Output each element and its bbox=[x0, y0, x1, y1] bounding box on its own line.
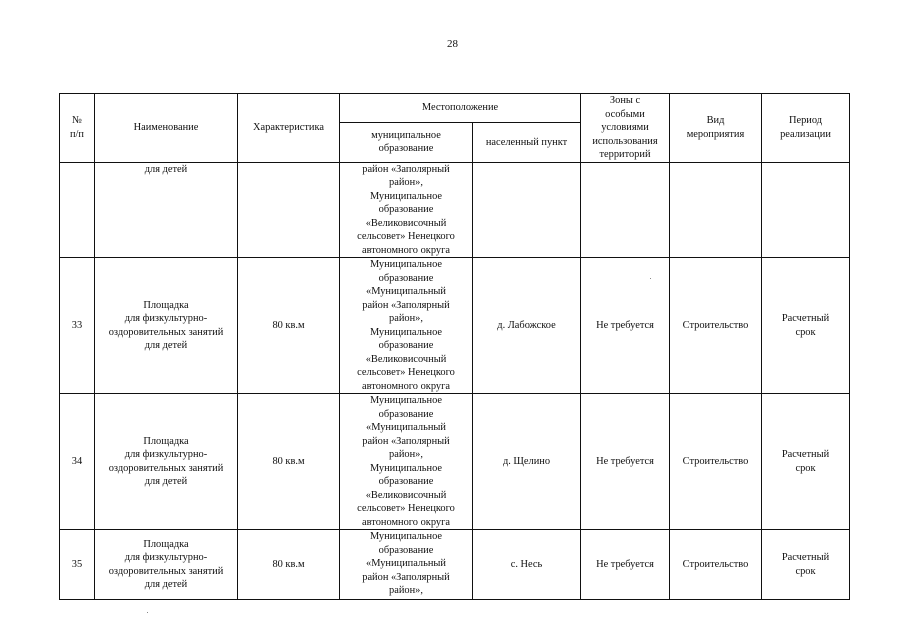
cell-characteristic: 80 кв.м bbox=[238, 258, 340, 394]
cell-activity: Строительство bbox=[670, 530, 762, 600]
cell-activity: Строительство bbox=[670, 394, 762, 530]
cell-name: Площадка для физкультурно- оздоровительных занятий для детей bbox=[95, 394, 238, 530]
cell-characteristic: 80 кв.м bbox=[238, 394, 340, 530]
cell-settlement bbox=[473, 162, 581, 258]
cell-municipality: Муниципальное образование «Муниципальный район «Заполярный район», bbox=[340, 530, 473, 600]
scan-speck bbox=[650, 278, 651, 279]
page-number: 28 bbox=[447, 38, 458, 50]
cell-zones bbox=[581, 162, 670, 258]
header-location: Местоположение bbox=[340, 94, 581, 123]
cell-num: 33 bbox=[60, 258, 95, 394]
header-activity: Вид мероприятия bbox=[670, 94, 762, 163]
table-row bbox=[60, 394, 850, 530]
header-characteristic: Характеристика bbox=[238, 94, 340, 163]
cell-num bbox=[60, 162, 95, 258]
cell-name: Площадка для физкультурно- оздоровительных занятий для детей bbox=[95, 530, 238, 600]
cell-settlement: д. Щелино bbox=[473, 394, 581, 530]
cell-name: Площадка для физкультурно- оздоровительных занятий для детей bbox=[95, 258, 238, 394]
header-row-1 bbox=[60, 94, 850, 123]
cell-municipality: Муниципальное образование «Муниципальный район «Заполярный район», Муниципальное образование «Великовисочный сельсовет» Ненецкого автономного округа bbox=[340, 394, 473, 530]
cell-name: для детей bbox=[95, 162, 238, 258]
cell-zones: Не требуется bbox=[581, 258, 670, 394]
measures-table bbox=[59, 93, 850, 600]
header-name: Наименование bbox=[95, 94, 238, 163]
cell-activity: Строительство bbox=[670, 258, 762, 394]
header-period: Период реализации bbox=[762, 94, 850, 163]
table-row-continuation bbox=[60, 162, 850, 258]
cell-period bbox=[762, 162, 850, 258]
cell-period: Расчетный срок bbox=[762, 530, 850, 600]
cell-characteristic bbox=[238, 162, 340, 258]
cell-num: 35 bbox=[60, 530, 95, 600]
cell-municipality: Муниципальное образование «Муниципальный район «Заполярный район», Муниципальное образование «Великовисочный сельсовет» Ненецкого автономного округа bbox=[340, 258, 473, 394]
cell-zones: Не требуется bbox=[581, 394, 670, 530]
cell-period: Расчетный срок bbox=[762, 258, 850, 394]
cell-settlement: д. Лабожское bbox=[473, 258, 581, 394]
cell-num: 34 bbox=[60, 394, 95, 530]
header-num: № п/п bbox=[60, 94, 95, 163]
header-zones: Зоны с особыми условиями использования территорий bbox=[581, 94, 670, 163]
cell-municipality: район «Заполярный район», Муниципальное образование «Великовисочный сельсовет» Ненецкого автономного округа bbox=[340, 162, 473, 258]
cell-period: Расчетный срок bbox=[762, 394, 850, 530]
scan-speck bbox=[147, 612, 148, 613]
cell-zones: Не требуется bbox=[581, 530, 670, 600]
header-municipality: муниципальное образование bbox=[340, 123, 473, 162]
cell-activity bbox=[670, 162, 762, 258]
cell-settlement: с. Несь bbox=[473, 530, 581, 600]
table-row bbox=[60, 258, 850, 394]
header-settlement: населенный пункт bbox=[473, 123, 581, 162]
table-row bbox=[60, 530, 850, 600]
cell-characteristic: 80 кв.м bbox=[238, 530, 340, 600]
